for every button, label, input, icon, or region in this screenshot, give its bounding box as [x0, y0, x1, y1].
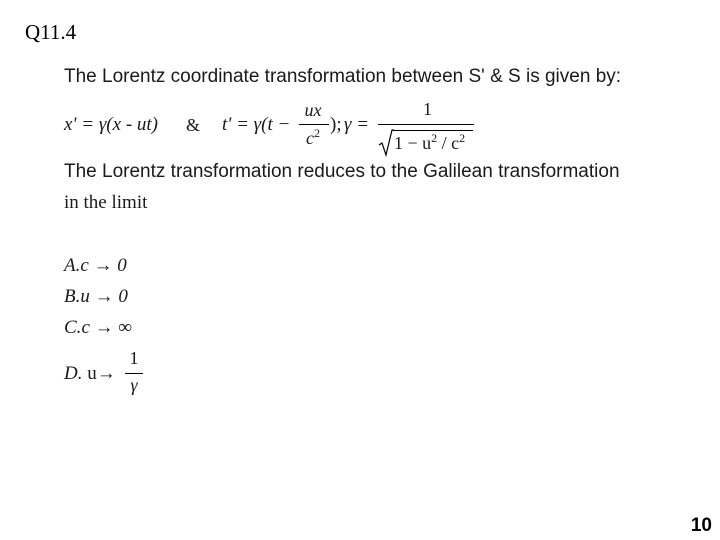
- gamma-fraction-bar: [378, 124, 474, 125]
- t-transform-close: );: [330, 114, 342, 135]
- page-number: 10: [690, 515, 712, 536]
- question-line-2: in the limit: [64, 192, 148, 213]
- t-fraction-num: ux: [304, 100, 322, 120]
- gamma-lhs: γ =: [344, 114, 370, 135]
- option-c-text: c → ∞: [81, 317, 132, 338]
- option-a-label: A.: [64, 255, 81, 276]
- option-b-label: B.: [64, 286, 81, 307]
- x-transform: x' = γ(x - ut): [64, 114, 158, 135]
- option-d-label: D. u→: [64, 363, 116, 384]
- option-d-fraction-bar: [125, 373, 143, 374]
- gamma-denominator: $1 - u^2 / c^2$: [394, 131, 466, 153]
- question-line-1: The Lorentz transformation reduces to the Galilean transformation: [64, 161, 620, 182]
- question-number: Q11.4: [25, 20, 77, 44]
- option-a-text: c → 0: [80, 255, 127, 276]
- sqrt-sign-icon: [378, 128, 394, 158]
- option-b[interactable]: [64, 286, 128, 308]
- option-c-label: C.: [64, 317, 82, 338]
- intro-text: The Lorentz coordinate transformation between S' & S is given by:: [64, 66, 622, 87]
- ampersand: &: [186, 115, 201, 135]
- option-a[interactable]: [64, 255, 127, 277]
- option-d-denominator: γ: [130, 375, 138, 395]
- option-b-text: u → 0: [80, 286, 128, 307]
- t-transform-lhs: t' = γ(t −: [222, 114, 291, 135]
- option-d-numerator: 1: [129, 348, 139, 368]
- gamma-numerator: 1: [423, 99, 432, 119]
- t-fraction-den: $c^2$: [306, 126, 320, 148]
- option-c[interactable]: [64, 317, 132, 339]
- t-fraction-bar: [299, 124, 329, 125]
